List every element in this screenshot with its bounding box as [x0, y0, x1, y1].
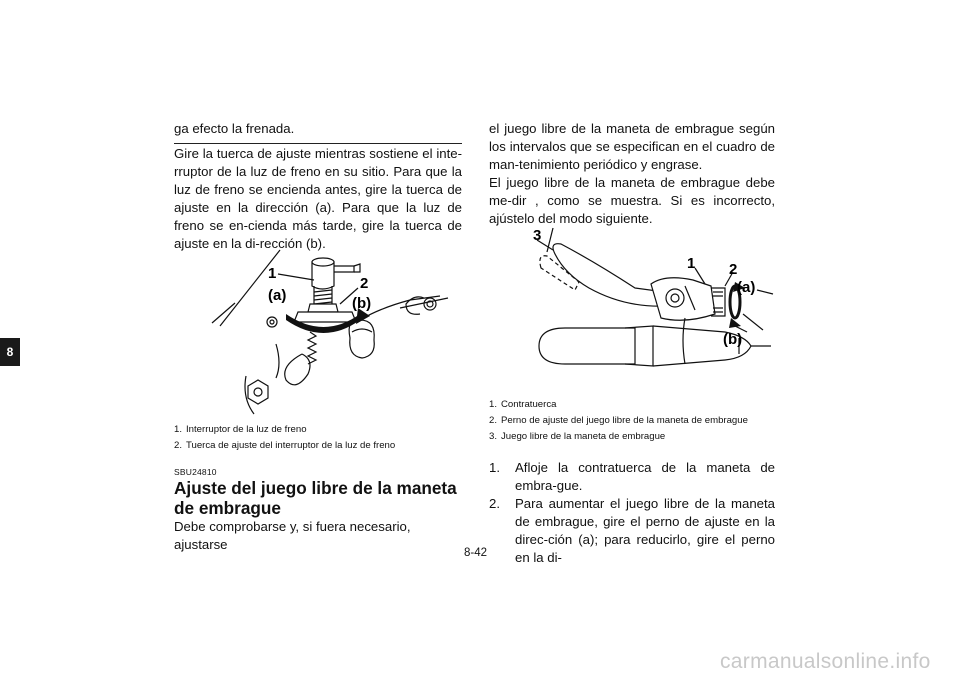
- fig-label-2: 2: [360, 275, 369, 292]
- clutch-lever-figure: [525, 222, 775, 382]
- watermark: carmanualsonline.info: [720, 650, 931, 673]
- fig-label-a: (a): [268, 287, 287, 304]
- caption-item: 1. Contratuerca: [489, 399, 557, 410]
- top-divider: [174, 143, 462, 144]
- caption-item: 3. Juego libre de la maneta de embrague: [489, 431, 666, 442]
- left-top-line: ga efecto la frenada.: [174, 121, 295, 136]
- fig-label-1: 1: [687, 255, 696, 272]
- right-figure-captions: [489, 397, 779, 445]
- fig-label-2: 2: [729, 261, 738, 278]
- list-item: 2. Para aumentar el juego libre de la maneta de embrague, gire el perno de ajuste en la direc-ción (a); para reducirlo, gire el perno en la di-: [489, 496, 775, 565]
- section-heading: Ajuste del juego libre de la maneta de embrague: [174, 478, 457, 518]
- brake-switch-paragraph: Gire la tuerca de ajuste mientras sostiene el inte-rruptor de la luz de freno en su sitio. Para que la luz de freno se encienda antes, gire la tuerca de ajuste en la dirección (a). Para que la luz de freno se en-cienda más tarde, gire la tuerca de ajuste en la di-rección (b).: [174, 146, 462, 251]
- adjustment-steps: [489, 459, 775, 567]
- measure-paragraph: El juego libre de la maneta de embrague debe me-dir , como se muestra. Si es incorrecto, ajústelo del modo siguiente.: [489, 175, 775, 226]
- page-number: 8-42: [464, 547, 488, 559]
- fig-label-3: 3: [533, 227, 542, 244]
- caption-item: 2. Tuerca de ajuste del interruptor de la luz de freno: [174, 440, 396, 451]
- fig-label-b: (b): [723, 331, 743, 348]
- section-code: SBU24810: [174, 467, 217, 477]
- chapter-tab: [0, 338, 20, 366]
- section-intro: Debe comprobarse y, si fuera necesario, ajustarse: [174, 519, 411, 552]
- fig-label-1: 1: [268, 265, 277, 282]
- caption-item: 1. Interruptor de la luz de freno: [174, 424, 307, 435]
- caption-item: 2. Perno de ajuste del juego libre de la maneta de embrague: [489, 415, 748, 426]
- fig-label-a: (a): [737, 279, 756, 296]
- fig-label-b: (b): [352, 295, 372, 312]
- chapter-tab-number: 8: [6, 345, 14, 359]
- brake-switch-figure: [210, 248, 450, 416]
- free-play-paragraph: el juego libre de la maneta de embrague según los intervalos que se especifican en el cuadro de man-tenimiento periódico y engrase.: [489, 121, 775, 172]
- list-item: 1. Afloje la contratuerca de la maneta de embra-gue.: [489, 460, 775, 493]
- left-figure-captions: [174, 422, 464, 454]
